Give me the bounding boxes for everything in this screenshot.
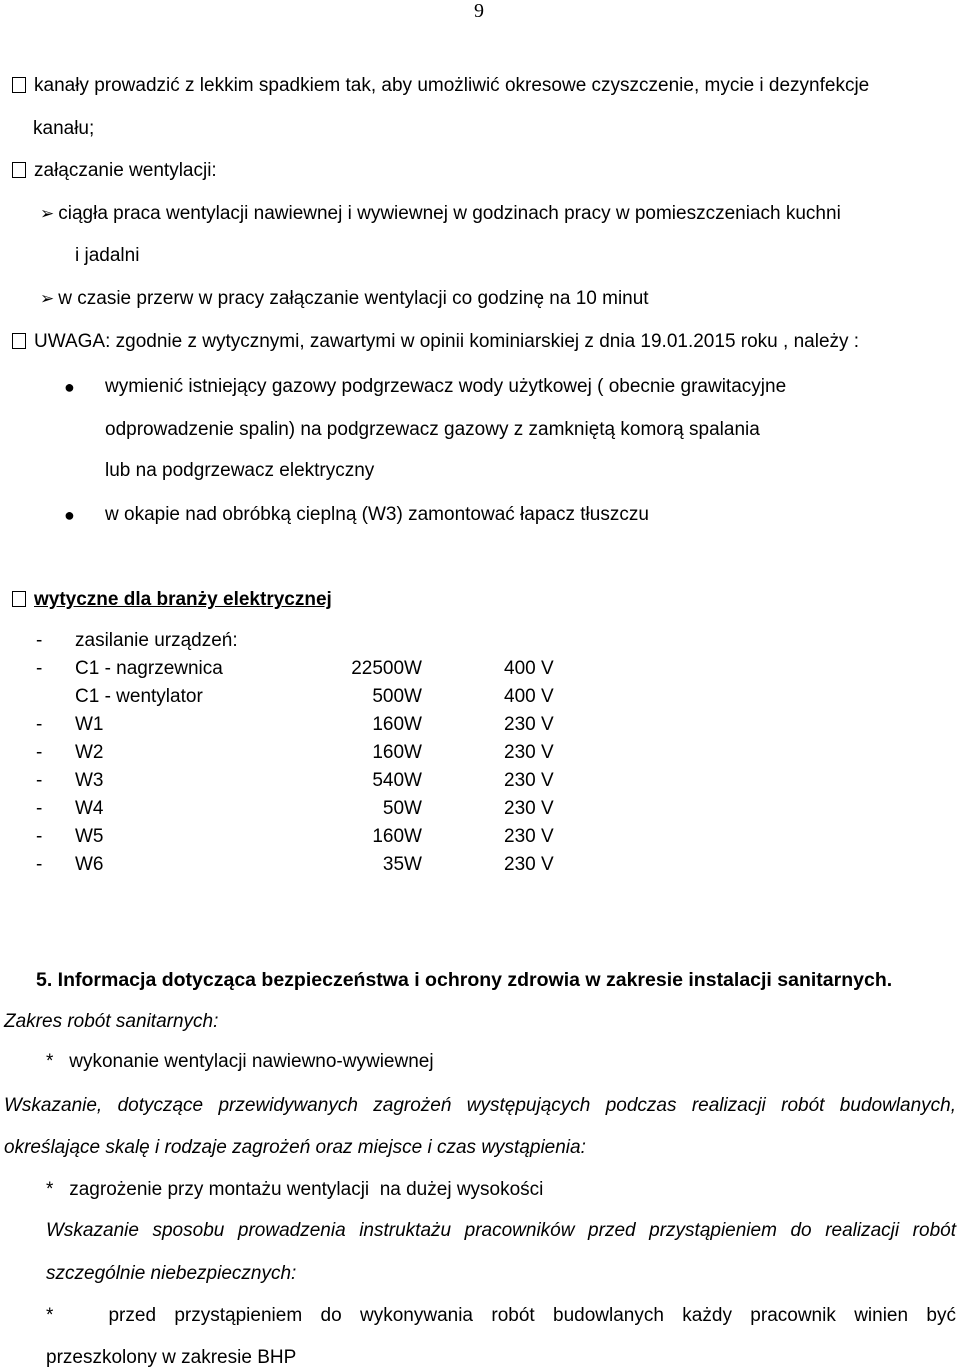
list-item-ventilation	[12, 160, 217, 182]
device-voltage: 230 V	[504, 770, 554, 791]
bullet-dot-icon: ●	[64, 377, 75, 397]
row-dash: -	[36, 630, 43, 651]
device-power: 50W	[382, 798, 422, 819]
bullet-text: wymienić istniejący gazowy podgrzewacz wody użytkowej ( obecnie grawitacyjne	[105, 376, 787, 397]
training-paragraph-continued: szczególnie niebezpiecznych:	[46, 1263, 297, 1284]
device-name: zasilanie urządzeń:	[75, 630, 238, 651]
device-voltage: 230 V	[504, 742, 554, 763]
device-name: C1 - wentylator	[75, 686, 203, 707]
row-dash: -	[36, 742, 43, 763]
bullet-replace-heater	[64, 376, 75, 399]
row-dash: -	[36, 770, 43, 791]
device-voltage: 400 V	[504, 658, 554, 679]
device-power: 540W	[372, 770, 422, 791]
device-voltage: 230 V	[504, 854, 554, 875]
device-name: W6	[75, 854, 104, 875]
item-text: załączanie wentylacji:	[34, 160, 217, 181]
device-voltage: 400 V	[504, 686, 554, 707]
device-name: C1 - nagrzewnica	[75, 658, 223, 679]
sub-item-text: ciągła praca wentylacji nawiewnej i wywiewnej w godzinach pracy w pomieszczeniach kuchni	[58, 203, 841, 224]
device-name: W4	[75, 798, 104, 819]
device-voltage: 230 V	[504, 798, 554, 819]
sub-item-breaks	[40, 288, 649, 310]
device-name: W5	[75, 826, 104, 847]
row-dash: -	[36, 854, 43, 875]
page-number: 9	[474, 0, 484, 22]
device-power: 22500W	[351, 658, 422, 679]
device-power: 160W	[372, 714, 422, 735]
bullet-text-continued: odprowadzenie spalin) na podgrzewacz gazowy z zamkniętą komorą spalania	[105, 419, 760, 440]
bullet-text-continued: lub na podgrzewacz elektryczny	[105, 460, 375, 481]
device-power: 35W	[382, 854, 422, 875]
device-power: 160W	[372, 826, 422, 847]
row-dash: -	[36, 798, 43, 819]
arrow-bullet-icon: ➢	[40, 204, 55, 223]
scope-item: * wykonanie wentylacji nawiewno-wywiewnej	[46, 1051, 434, 1072]
electrical-heading	[12, 589, 332, 611]
hazard-item: * zagrożenie przy montażu wentylacji na dużej wysokości	[46, 1179, 544, 1200]
device-name: W1	[75, 714, 104, 735]
checkbox-bullet-icon	[12, 591, 26, 607]
device-voltage: 230 V	[504, 826, 554, 847]
hazards-paragraph: Wskazanie, dotyczące przewidywanych zagrożeń występujących podczas realizacji robót budowlanych,	[4, 1095, 956, 1116]
sub-item-text: w czasie przerw w pracy załączanie wentylacji co godzinę na 10 minut	[58, 288, 649, 309]
arrow-bullet-icon: ➢	[40, 289, 55, 308]
hazards-paragraph-continued: określające skalę i rodzaje zagrożeń oraz miejsce i czas wystąpienia:	[4, 1137, 586, 1158]
list-item-warning	[12, 331, 859, 353]
sub-item-text-continued: i jadalni	[75, 245, 140, 266]
training-paragraph: Wskazanie sposobu prowadzenia instruktażu pracowników przed przystąpieniem do realizacji robót	[46, 1220, 956, 1241]
bullet-dot-icon: ●	[64, 505, 75, 525]
item-text: kanały prowadzić z lekkim spadkiem tak, aby umożliwić okresowe czyszczenie, mycie i dezynfekcje	[34, 75, 870, 96]
list-item-drainage	[12, 75, 869, 97]
section-heading: 5. Informacja dotycząca bezpieczeństwa i ochrony zdrowia w zakresie instalacji sanitarnych.	[36, 969, 893, 991]
device-voltage: 230 V	[504, 714, 554, 735]
bullet-grease-trap	[64, 504, 75, 527]
checkbox-bullet-icon	[12, 162, 26, 178]
training-item: * przed przystąpieniem do wykonywania robót budowlanych każdy pracownik winien być	[46, 1305, 956, 1326]
training-item-continued: przeszkolony w zakresie BHP	[46, 1347, 297, 1368]
device-name: W2	[75, 742, 104, 763]
sub-item-continuous	[40, 203, 841, 225]
row-dash: -	[36, 714, 43, 735]
checkbox-bullet-icon	[12, 333, 26, 349]
scope-label: Zakres robót sanitarnych:	[4, 1011, 219, 1032]
checkbox-bullet-icon	[12, 77, 26, 93]
device-power: 500W	[372, 686, 422, 707]
row-dash: -	[36, 658, 43, 679]
item-text-continued: kanału;	[33, 118, 95, 139]
bullet-text: w okapie nad obróbką cieplną (W3) zamontować łapacz tłuszczu	[105, 504, 649, 525]
device-power: 160W	[372, 742, 422, 763]
item-text: UWAGA: zgodnie z wytycznymi, zawartymi w opinii kominiarskiej z dnia 19.01.2015 roku , należy :	[34, 331, 860, 352]
row-dash: -	[36, 826, 43, 847]
electrical-heading-text: wytyczne dla branży elektrycznej	[34, 589, 332, 610]
device-name: W3	[75, 770, 104, 791]
